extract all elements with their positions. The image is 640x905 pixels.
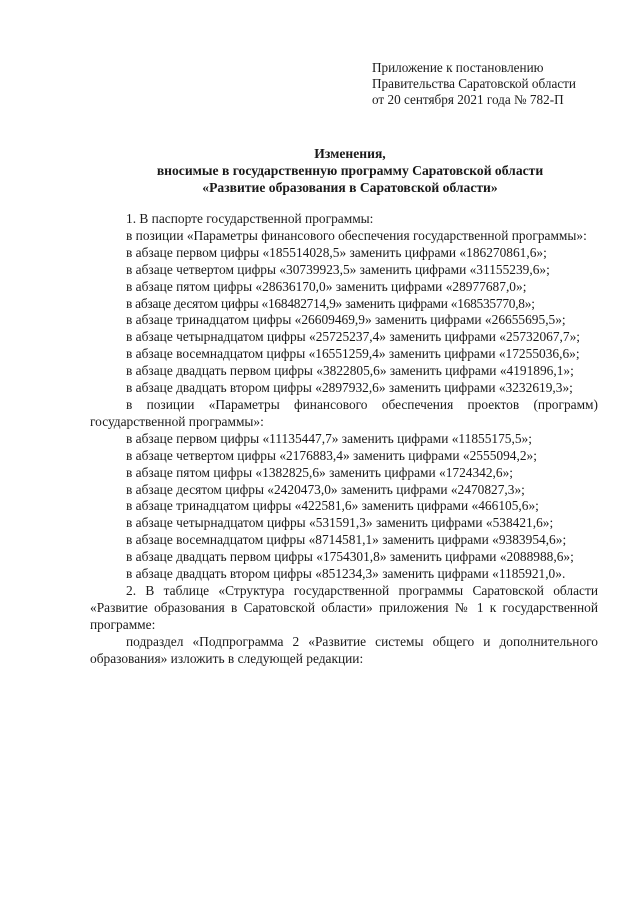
paragraph: в абзаце четвертом цифры «30739923,5» заменить цифрами «31155239,6»; <box>126 261 550 277</box>
paragraph: в абзаце восемнадцатом цифры «16551259,4» заменить цифрами «17255036,6»; <box>126 346 580 362</box>
paragraph: в позиции «Параметры финансового обеспечения государственной программы»: <box>126 227 587 243</box>
title-line-1: Изменения, <box>314 146 386 161</box>
paragraph-section-2: 2. В таблице «Структура государственной программы Саратовской области «Развитие образования в Саратовской области» приложения № 1 к государственной программе: <box>90 582 598 632</box>
paragraph: в абзаце восемнадцатом цифры «8714581,1» заменить цифрами «9383954,6»; <box>126 532 567 548</box>
paragraph: в абзаце пятом цифры «28636170,0» заменить цифрами «28977687,0»; <box>126 278 527 294</box>
title-line-3: «Развитие образования в Саратовской области» <box>202 180 498 195</box>
paragraph: подраздел «Подпрограмма 2 «Развитие системы общего и дополнительного образования» изложить в следующей редакции: <box>90 633 598 666</box>
paragraph: в абзаце четырнадцатом цифры «531591,3» заменить цифрами «538421,6»; <box>126 515 554 531</box>
paragraph: в абзаце двадцать втором цифры «851234,3» заменить цифрами «1185921,0». <box>126 566 566 582</box>
paragraph: в позиции «Параметры финансового обеспечения проектов (программ) государственной программы»: <box>90 396 598 429</box>
paragraph: в абзаце первом цифры «185514028,5» заменить цифрами «186270861,6»; <box>126 244 547 260</box>
paragraph-section-1: 1. В паспорте государственной программы: <box>126 211 374 226</box>
paragraph: в абзаце тринадцатом цифры «26609469,9» заменить цифрами «26655695,5»; <box>126 312 566 328</box>
paragraph: в абзаце тринадцатом цифры «422581,6» заменить цифрами «466105,6»; <box>126 498 539 514</box>
document-title <box>90 145 610 196</box>
paragraph: в абзаце двадцать втором цифры «2897932,6» заменить цифрами «3232619,3»; <box>126 380 573 396</box>
approval-header <box>372 60 612 108</box>
header-line-2: Правительства Саратовской области <box>372 76 576 91</box>
paragraph: в абзаце первом цифры «11135447,7» заменить цифрами «11855175,5»; <box>126 430 532 446</box>
header-line-3: от 20 сентября 2021 года № 782-П <box>372 92 564 107</box>
paragraph: в абзаце пятом цифры «1382825,6» заменить цифрами «1724342,6»; <box>126 464 514 480</box>
paragraph: в абзаце четвертом цифры «2176883,4» заменить цифрами «2555094,2»; <box>126 447 537 463</box>
paragraph: в абзаце десятом цифры «2420473,0» заменить цифрами «2470827,3»; <box>126 481 525 497</box>
document-body <box>90 211 598 667</box>
paragraph: в абзаце двадцать первом цифры «1754301,8» заменить цифрами «2088988,6»; <box>126 549 574 565</box>
paragraph: в абзаце двадцать первом цифры «3822805,6» заменить цифрами «4191896,1»; <box>126 363 574 379</box>
paragraph: в абзаце четырнадцатом цифры «25725237,4» заменить цифрами «25732067,7»; <box>126 329 580 345</box>
title-line-2: вносимые в государственную программу Саратовской области <box>156 163 544 178</box>
header-line-1: Приложение к постановлению <box>372 60 544 75</box>
paragraph: в абзаце десятом цифры «168482714,9» заменить цифрами «168535770,8»; <box>126 295 535 311</box>
